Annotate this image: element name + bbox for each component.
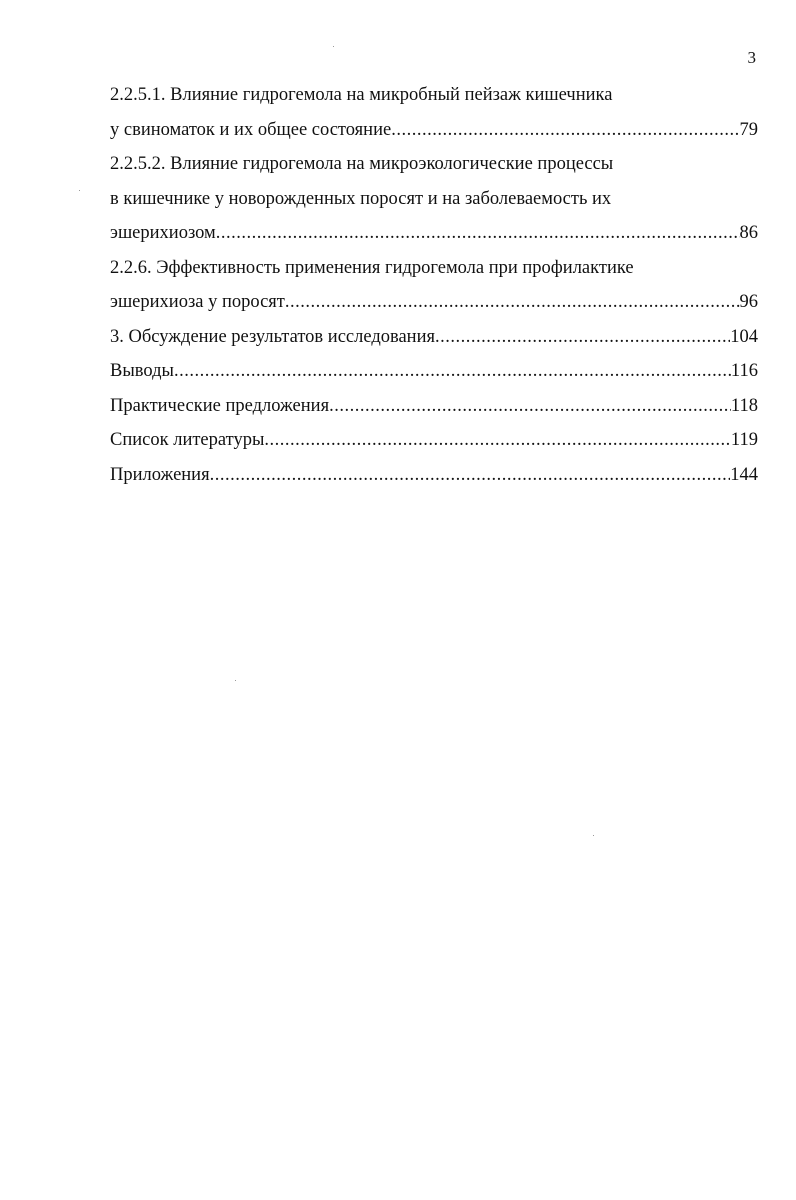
dot-leader (329, 389, 731, 424)
dot-leader (264, 423, 731, 458)
dot-leader (174, 354, 731, 389)
toc-entry-line: 2.2.5.1. Влияние гидрогемола на микробный пейзаж кишечника (110, 85, 613, 105)
toc-entry-appendices (110, 458, 758, 493)
toc-entry-text: Список литературы (110, 430, 265, 450)
toc-entry-text: у свиноматок и их общее состояние (110, 119, 392, 140)
toc-entry-2-2-5-1 (110, 113, 758, 148)
dot-leader (391, 113, 739, 148)
toc-page-number: 144 (730, 464, 758, 485)
scan-speck (333, 46, 334, 47)
toc-page-number: 104 (730, 326, 758, 347)
toc-entry-text: 3. Обсуждение результатов исследования (110, 326, 435, 347)
toc-entry-conclusions (110, 354, 758, 389)
toc-entry-text: Приложения (110, 464, 210, 485)
scan-speck (593, 835, 594, 836)
toc-entry-2-2-6 (110, 285, 758, 320)
scan-speck (79, 190, 80, 191)
toc-entry-2-2-5-2 (110, 216, 758, 251)
toc-page-number: 96 (739, 292, 758, 312)
toc-entry-text: Практические предложения (110, 395, 330, 416)
dot-leader (210, 458, 731, 493)
toc-entry-references (110, 423, 758, 458)
toc-page-number: 118 (730, 395, 758, 416)
toc-entry-line: в кишечнике у новорожденных поросят и на заболеваемость их (110, 188, 612, 209)
toc-entry-text: эшерихиоза у поросят (110, 292, 285, 312)
toc-page-number: 79 (739, 119, 758, 140)
toc-entry-line: 2.2.6. Эффективность применения гидрогемола при профилактике (110, 257, 634, 278)
toc-entry-line: 2.2.5.2. Влияние гидрогемола на микроэкологические процессы (110, 154, 614, 174)
toc-entry-practical-proposals (110, 389, 758, 424)
dot-leader (285, 285, 740, 320)
toc-page-number: 116 (730, 361, 758, 381)
dot-leader (435, 320, 730, 355)
toc-entry-text: эшерихиозом (110, 223, 216, 243)
toc-entry-text: Выводы (110, 361, 174, 381)
dot-leader (216, 216, 740, 251)
toc-page-number: 86 (739, 223, 758, 243)
page-number: 3 (747, 48, 756, 67)
toc-page-number: 119 (730, 430, 758, 450)
scan-speck (235, 680, 236, 681)
toc-entry-discussion (110, 320, 758, 355)
table-of-contents (110, 78, 758, 492)
